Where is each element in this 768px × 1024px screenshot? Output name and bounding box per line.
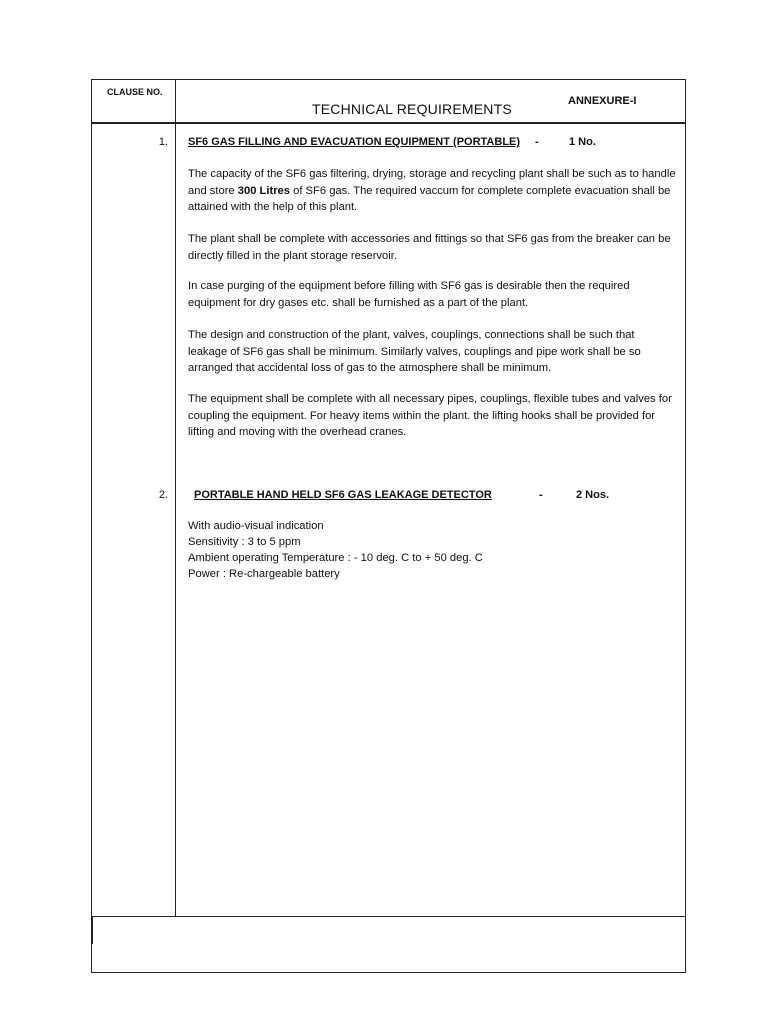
clause-number: 1.	[158, 136, 168, 148]
spec-line: With audio-visual indication	[188, 520, 324, 532]
clause-quantity: 1 No.	[569, 136, 596, 148]
clause-paragraph: In case purging of the equipment before filling with SF6 gas is desirable then the required equipment for dry gases etc. shall be furnished as a part of the plant.	[188, 280, 630, 309]
clause-column-divider	[175, 79, 176, 916]
clause-dash: -	[539, 489, 543, 501]
spec-line: Sensitivity : 3 to 5 ppm	[188, 536, 301, 548]
capacity-value: 300 Litres	[237, 184, 291, 197]
clause-dash: -	[535, 136, 539, 148]
header-divider	[91, 122, 686, 124]
clause-heading: PORTABLE HAND HELD SF6 GAS LEAKAGE DETECTOR	[194, 489, 492, 501]
spec-line: Ambient operating Temperature : - 10 deg. C to + 50 deg. C	[188, 552, 483, 564]
clause-paragraph: The plant shall be complete with accessories and fittings so that SF6 gas from the breaker can be directly filled in the plant storage reservoir.	[188, 233, 671, 262]
clause-heading: SF6 GAS FILLING AND EVACUATION EQUIPMENT (PORTABLE)	[188, 136, 521, 148]
page-title: TECHNICAL REQUIREMENTS	[312, 101, 512, 117]
annexure-label: ANNEXURE-I	[568, 95, 637, 107]
clause-paragraph: The design and construction of the plant, valves, couplings, connections shall be such that leakage of SF6 gas shall be minimum. Similarly valves, couplings and pipe work shall be so arranged that accidental loss of gas to the atmosphere shall be minimum.	[188, 329, 641, 374]
clause-paragraph: The equipment shall be complete with all necessary pipes, couplings, flexible tubes and valves for coupling the equipment. For heavy items within the plant. the lifting hooks shall be provided for lifting and moving with the overhead cranes.	[188, 393, 672, 438]
clause-number: 2.	[158, 489, 168, 501]
footer-tick	[91, 916, 93, 944]
clause-no-label: CLAUSE NO.	[107, 87, 163, 97]
spec-line: Power : Re-chargeable battery	[188, 568, 340, 580]
clause-quantity: 2 Nos.	[576, 489, 610, 501]
footer-divider	[91, 916, 686, 917]
clause-paragraph: The capacity of the SF6 gas filtering, drying, storage and recycling plant shall be such as to handle and store 300 Litres of SF6 gas. The required vaccum for complete complete evacuation shall be attained with the help of this plant.	[188, 168, 676, 213]
